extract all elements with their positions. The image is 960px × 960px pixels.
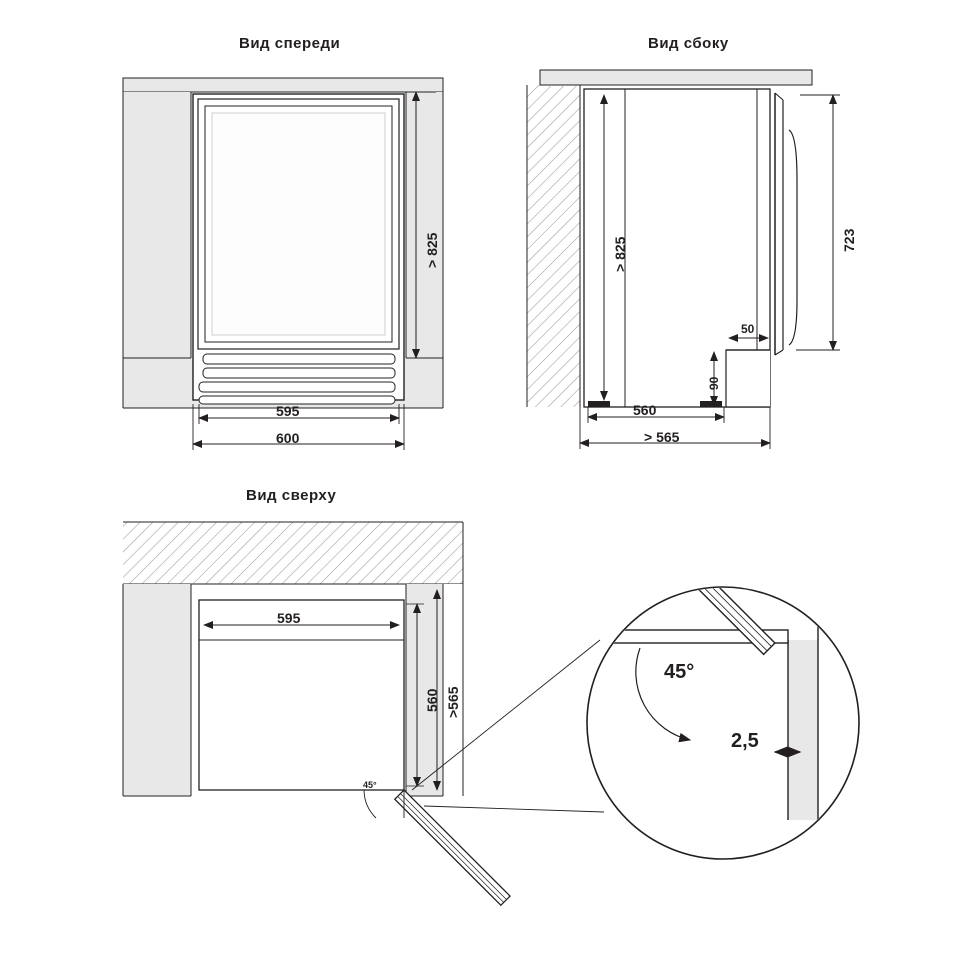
dim-detail-angle: 45° — [664, 661, 695, 683]
dim-top-depth-body: 560 — [424, 688, 440, 712]
detail-callout-group — [587, 537, 859, 859]
dim-top-width-inner: 595 — [277, 610, 301, 626]
dim-front-height: > 825 — [424, 232, 440, 268]
front-view-group — [123, 78, 443, 450]
dim-side-depth-body: 560 — [633, 402, 657, 418]
side-view-group — [527, 70, 840, 449]
view-title-front: Вид спереди — [239, 35, 341, 52]
dim-top-depth-niche: >565 — [445, 686, 461, 718]
dim-detail-gap: 2,5 — [731, 730, 759, 752]
top-view-group — [123, 522, 604, 905]
dim-top-door-angle: 45° — [363, 780, 377, 790]
view-title-top: Вид сверху — [246, 487, 337, 504]
dim-side-notch-depth: 50 — [741, 322, 755, 336]
view-title-side: Вид сбоку — [648, 35, 729, 52]
dim-front-width-outer: 600 — [276, 430, 300, 446]
dim-side-depth-niche: > 565 — [644, 429, 680, 445]
dim-side-notch-height: 90 — [707, 376, 721, 390]
dim-side-height: > 825 — [612, 236, 628, 272]
dim-front-width-inner: 595 — [276, 403, 300, 419]
dim-side-door-height: 723 — [841, 228, 857, 252]
